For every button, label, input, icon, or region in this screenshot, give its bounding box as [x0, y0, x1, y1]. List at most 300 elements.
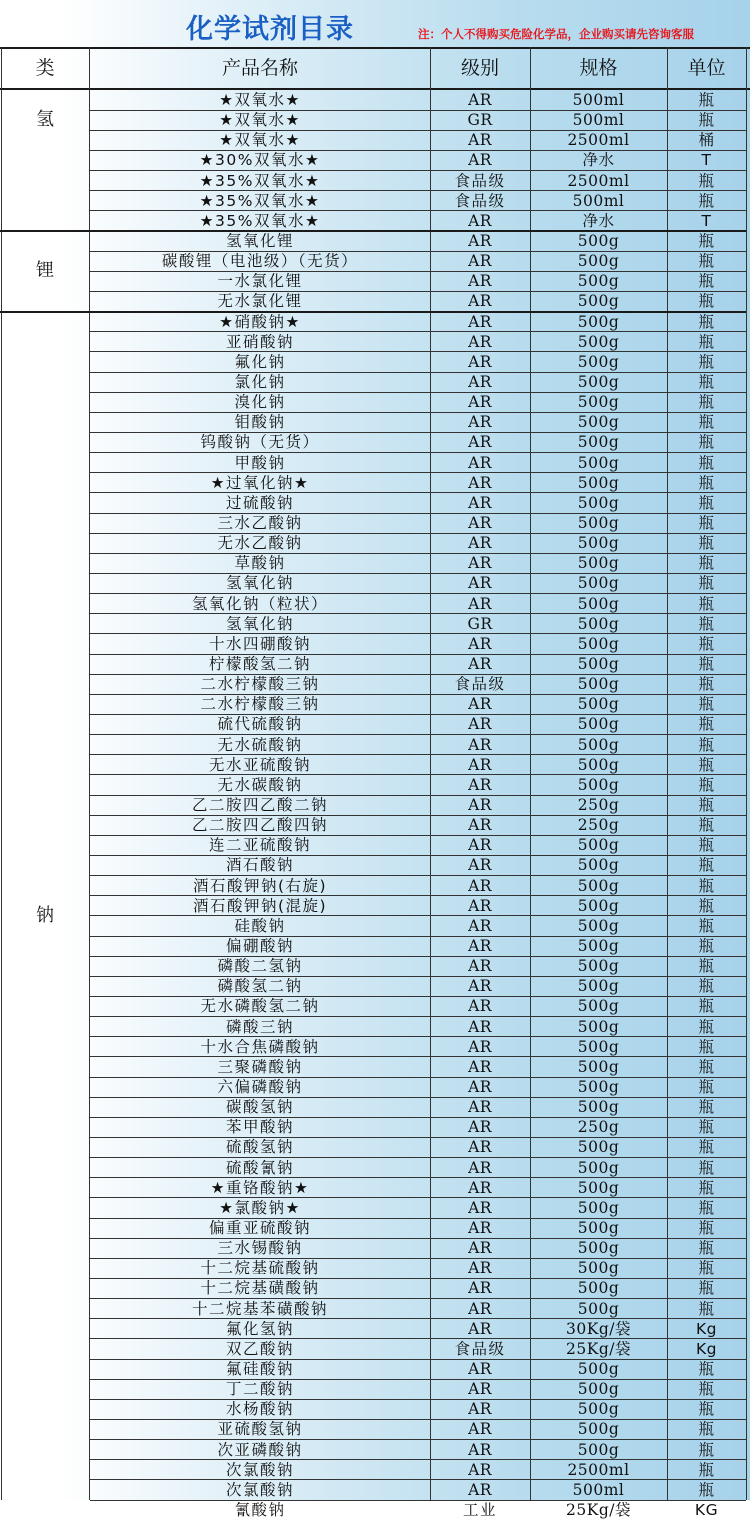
cell-unit: 瓶 — [698, 695, 715, 714]
cell-name: 亚硫酸氢钠 — [217, 1420, 303, 1439]
cell-spec: 500g — [577, 312, 620, 331]
cell-grade: AR — [468, 957, 492, 976]
category-label: 氢 — [36, 109, 54, 130]
cell-spec: 500g — [577, 1239, 620, 1258]
table-row — [0, 1258, 750, 1278]
cell-unit: 瓶 — [698, 937, 715, 955]
cell-unit: 瓶 — [698, 715, 715, 734]
table-row — [0, 936, 750, 956]
cell-unit: 瓶 — [698, 1078, 715, 1096]
cell-grade: AR — [468, 131, 492, 150]
cell-grade: GR — [467, 111, 493, 130]
table-row — [0, 533, 750, 553]
cell-unit: 瓶 — [698, 816, 715, 835]
cell-spec: 250g — [577, 1118, 620, 1137]
cell-name: 磷酸二氢钠 — [217, 957, 303, 976]
table-row — [0, 1339, 750, 1359]
cell-name: 丁二酸钠 — [225, 1380, 294, 1399]
cell-spec: 500g — [577, 876, 620, 895]
table-row — [0, 795, 750, 815]
cell-grade: AR — [468, 312, 492, 331]
cell-unit: 瓶 — [698, 473, 715, 492]
table-row — [0, 815, 750, 835]
cell-name: 氰酸钠 — [234, 1501, 286, 1519]
table-row — [0, 896, 750, 916]
cell-grade: AR — [468, 1098, 492, 1117]
cell-name: 次氯酸钠 — [225, 1480, 294, 1499]
purchase-notice: 注：个人不得购买危险化学品，企业购买请先咨询客服 — [418, 27, 694, 41]
cell-spec: 500g — [577, 373, 620, 391]
cell-grade: AR — [468, 1239, 492, 1258]
cell-spec: 250g — [577, 796, 620, 814]
cell-grade: AR — [468, 1460, 492, 1479]
cell-spec: 500g — [577, 514, 620, 532]
cell-grade: AR — [468, 272, 492, 291]
cell-name: 亚硝酸钠 — [225, 332, 294, 351]
table-row — [0, 1137, 750, 1157]
cell-grade: AR — [468, 1078, 492, 1096]
table-row — [0, 1178, 750, 1198]
table-row — [0, 412, 750, 432]
cell-name: 乙二胺四乙酸二钠 — [191, 796, 328, 814]
cell-name: 三水乙酸钠 — [217, 514, 303, 532]
cell-spec: 500ml — [572, 111, 625, 130]
table-row — [0, 1480, 750, 1500]
cell-spec: 500g — [577, 1380, 620, 1399]
table-row — [0, 855, 750, 875]
cell-spec: 500g — [577, 554, 620, 573]
cell-unit: 瓶 — [698, 634, 715, 653]
cell-spec: 500g — [577, 493, 620, 512]
cell-unit: 瓶 — [698, 1158, 715, 1177]
cell-spec: 500g — [577, 252, 620, 271]
cell-spec: 500g — [577, 1299, 620, 1318]
cell-spec: 250g — [577, 816, 620, 835]
cell-unit: 瓶 — [698, 1259, 715, 1278]
cell-name: 二水柠檬酸三钠 — [200, 695, 320, 714]
table-row — [0, 1460, 750, 1480]
cell-grade: AR — [468, 574, 492, 593]
cell-unit: 瓶 — [698, 977, 715, 996]
cell-grade: AR — [468, 453, 492, 472]
cell-name: 硅酸钠 — [234, 916, 286, 935]
table-row — [0, 634, 750, 654]
table-row — [0, 1278, 750, 1298]
cell-unit: 瓶 — [698, 957, 715, 976]
cell-spec: 500g — [577, 1420, 620, 1439]
cell-name: 二水柠檬酸三钠 — [200, 675, 320, 694]
cell-name: ★双氧水★ — [219, 111, 301, 130]
cell-name: 碳酸锂（电池级）（无货） — [161, 252, 359, 271]
cell-name: 十二烷基苯磺酸钠 — [191, 1299, 328, 1318]
cell-grade: AR — [468, 1219, 492, 1237]
page-title: 化学试剂目录 — [186, 14, 354, 45]
cell-unit: 瓶 — [698, 272, 715, 291]
cell-spec: 500g — [577, 896, 620, 915]
cell-name: 偏硼酸钠 — [225, 937, 294, 955]
cell-unit: 瓶 — [698, 1098, 715, 1117]
cell-unit: 瓶 — [698, 1178, 715, 1197]
cell-name: 溴化钠 — [234, 393, 286, 412]
category-label: 钠 — [36, 904, 54, 926]
table-row — [0, 432, 750, 452]
cell-grade: AR — [468, 413, 492, 432]
cell-grade: AR — [468, 937, 492, 955]
column-header-grade: 级别 — [460, 57, 499, 79]
cell-name: 次氯酸钠 — [225, 1460, 294, 1479]
cell-grade: AR — [468, 876, 492, 895]
cell-name: 无水硫酸钠 — [217, 735, 303, 754]
cell-name: 草酸钠 — [234, 554, 286, 573]
cell-grade: AR — [468, 433, 492, 452]
cell-name: 无水磷酸氢二钠 — [200, 997, 320, 1016]
cell-unit: 瓶 — [698, 252, 715, 271]
cell-grade: AR — [468, 977, 492, 996]
table-row — [0, 150, 750, 170]
table-row — [0, 1077, 750, 1097]
cell-spec: 500g — [577, 1037, 620, 1056]
cell-unit: KG — [694, 1501, 719, 1519]
column-header-spec: 规格 — [579, 57, 618, 79]
cell-name: 钼酸钠 — [234, 413, 286, 432]
cell-unit: 桶 — [698, 131, 715, 150]
cell-spec: 500g — [577, 292, 620, 311]
cell-unit: 瓶 — [698, 735, 715, 754]
cell-unit: Kg — [695, 1339, 717, 1358]
cell-name: 无水亚硫酸钠 — [208, 755, 311, 774]
cell-grade: AR — [468, 916, 492, 935]
table-row — [0, 1158, 750, 1178]
cell-unit: 瓶 — [698, 292, 715, 311]
cell-spec: 500g — [577, 1158, 620, 1177]
cell-grade: 食品级 — [454, 675, 506, 694]
cell-spec: 500g — [577, 916, 620, 935]
cell-grade: AR — [468, 252, 492, 271]
category-divider — [0, 230, 746, 232]
cell-grade: AR — [468, 292, 492, 311]
cell-spec: 500g — [577, 272, 620, 291]
cell-grade: AR — [468, 554, 492, 573]
cell-grade: AR — [468, 1279, 492, 1298]
cell-spec: 500g — [577, 594, 620, 613]
cell-grade: AR — [468, 816, 492, 835]
cell-spec: 500g — [577, 1279, 620, 1298]
cell-unit: 瓶 — [698, 373, 715, 391]
table-row — [0, 1440, 750, 1460]
table-row — [0, 573, 750, 593]
cell-name: 水杨酸钠 — [225, 1400, 294, 1419]
cell-grade: AR — [468, 735, 492, 754]
cell-grade: AR — [468, 393, 492, 412]
cell-grade: AR — [468, 1480, 492, 1499]
column-header-name: 产品名称 — [221, 57, 298, 79]
cell-grade: AR — [468, 715, 492, 734]
cell-name: 钨酸钠（无货） — [200, 433, 320, 452]
cell-name: 氟硅酸钠 — [225, 1360, 294, 1378]
cell-unit: 瓶 — [698, 232, 715, 250]
cell-spec: 500g — [577, 735, 620, 754]
cell-unit: 瓶 — [698, 433, 715, 452]
cell-spec: 500g — [577, 695, 620, 714]
cell-spec: 500g — [577, 937, 620, 955]
cell-name: ★重铬酸钠★ — [210, 1178, 310, 1197]
cell-unit: 瓶 — [698, 655, 715, 673]
cell-name: ★35%双氧水★ — [199, 171, 321, 190]
cell-unit: 瓶 — [698, 453, 715, 472]
cell-spec: 500g — [577, 473, 620, 492]
cell-spec: 500g — [577, 232, 620, 250]
table-row — [0, 1399, 750, 1419]
cell-unit: 瓶 — [698, 1239, 715, 1258]
table-row — [0, 1379, 750, 1399]
table-row — [0, 312, 750, 332]
cell-name: 酒石酸钠 — [225, 856, 294, 875]
cell-name: ★30%双氧水★ — [199, 151, 321, 170]
cell-unit: 瓶 — [698, 755, 715, 774]
cell-name: 氢氧化锂 — [225, 232, 294, 250]
table-row — [0, 251, 750, 271]
cell-spec: 500g — [577, 433, 620, 452]
table-row — [0, 1218, 750, 1238]
table-row — [0, 1057, 750, 1077]
cell-grade: AR — [468, 655, 492, 673]
cell-unit: 瓶 — [698, 1219, 715, 1237]
cell-spec: 500g — [577, 1360, 620, 1378]
table-header — [0, 47, 750, 90]
table-row — [0, 90, 750, 110]
cell-grade: AR — [468, 1178, 492, 1197]
table-row — [0, 352, 750, 372]
cell-unit: 瓶 — [698, 614, 715, 633]
cell-grade: GR — [467, 614, 493, 633]
cell-unit: 瓶 — [698, 997, 715, 1016]
cell-grade: AR — [468, 91, 492, 109]
cell-unit: 瓶 — [698, 1299, 715, 1318]
cell-name: 苯甲酸钠 — [225, 1118, 294, 1137]
table-row — [0, 775, 750, 795]
cell-grade: 食品级 — [454, 1339, 506, 1358]
header — [0, 0, 750, 47]
cell-spec: 500g — [577, 453, 620, 472]
cell-grade: AR — [468, 695, 492, 714]
cell-unit: 瓶 — [698, 836, 715, 855]
table-row — [0, 171, 750, 191]
cell-unit: 瓶 — [698, 1380, 715, 1399]
cell-spec: 500g — [577, 1400, 620, 1419]
cell-unit: 瓶 — [698, 1420, 715, 1439]
cell-name: 磷酸氢二钠 — [217, 977, 303, 996]
cell-unit: 瓶 — [698, 514, 715, 532]
cell-unit: 瓶 — [698, 594, 715, 613]
cell-name: 硫代硫酸钠 — [217, 715, 303, 734]
cell-unit: 瓶 — [698, 1037, 715, 1056]
table-row — [0, 694, 750, 714]
cell-name: 次亚磷酸钠 — [217, 1440, 303, 1459]
cell-spec: 500ml — [572, 91, 625, 109]
cell-grade: AR — [468, 594, 492, 613]
cell-unit: 瓶 — [698, 1017, 715, 1036]
cell-unit: 瓶 — [698, 393, 715, 412]
table-row — [0, 493, 750, 513]
cell-spec: 500g — [577, 655, 620, 673]
table-row — [0, 916, 750, 936]
table-row — [0, 594, 750, 614]
cell-unit: 瓶 — [698, 1279, 715, 1298]
column-header-unit: 单位 — [687, 57, 726, 79]
cell-grade: AR — [468, 1440, 492, 1459]
table-row — [0, 755, 750, 775]
cell-grade: AR — [468, 775, 492, 794]
table-row — [0, 1117, 750, 1137]
cell-grade: AR — [468, 493, 492, 512]
cell-grade: AR — [468, 1259, 492, 1278]
cell-spec: 500g — [577, 1098, 620, 1117]
table-row — [0, 1319, 750, 1339]
table-row — [0, 976, 750, 996]
cell-name: 甲酸钠 — [234, 453, 286, 472]
cell-grade: AR — [468, 836, 492, 855]
cell-spec: 500g — [577, 675, 620, 694]
table-row — [0, 1299, 750, 1319]
cell-grade: AR — [468, 755, 492, 774]
cell-name: ★氯酸钠★ — [219, 1198, 301, 1217]
cell-grade: AR — [468, 796, 492, 814]
table-row — [0, 291, 750, 311]
cell-name: 磷酸三钠 — [225, 1017, 294, 1036]
cell-grade: AR — [468, 1057, 492, 1076]
cell-grade: AR — [468, 211, 492, 230]
cell-grade: AR — [468, 1400, 492, 1419]
cell-grade: AR — [468, 514, 492, 532]
cell-name: 碳酸氢钠 — [225, 1098, 294, 1117]
table-row — [0, 473, 750, 493]
cell-unit: 瓶 — [698, 111, 715, 130]
cell-unit: 瓶 — [698, 493, 715, 512]
cell-unit: 瓶 — [698, 856, 715, 875]
cell-spec: 500g — [577, 755, 620, 774]
cell-grade: AR — [468, 1420, 492, 1439]
cell-grade: 食品级 — [454, 191, 506, 210]
cell-name: 三水锡酸钠 — [217, 1239, 303, 1258]
cell-spec: 500g — [577, 413, 620, 432]
cell-spec: 500g — [577, 1178, 620, 1197]
table-row — [0, 1037, 750, 1057]
column-header-category: 类 — [35, 57, 55, 79]
cell-spec: 净水 — [582, 211, 615, 230]
cell-grade: AR — [468, 1037, 492, 1056]
cell-name: 三聚磷酸钠 — [217, 1057, 303, 1076]
cell-spec: 500g — [577, 574, 620, 593]
cell-unit: 瓶 — [698, 1460, 715, 1479]
cell-spec: 500g — [577, 715, 620, 734]
cell-spec: 500ml — [572, 1480, 625, 1499]
cell-name: 偏重亚硫酸钠 — [208, 1219, 311, 1237]
cell-name: 十水合焦磷酸钠 — [200, 1037, 320, 1056]
cell-grade: AR — [468, 1299, 492, 1318]
cell-spec: 500g — [577, 352, 620, 371]
cell-unit: 瓶 — [698, 916, 715, 935]
cell-spec: 30Kg/袋 — [566, 1319, 631, 1338]
table-row — [0, 1359, 750, 1379]
cell-unit: 瓶 — [698, 896, 715, 915]
cell-name: 氢氧化钠 — [225, 574, 294, 593]
table-row — [0, 191, 750, 211]
cell-name: 无水乙酸钠 — [217, 534, 303, 553]
table-row — [0, 271, 750, 291]
cell-name: 氟化氢钠 — [225, 1319, 294, 1338]
table-row — [0, 1419, 750, 1439]
cell-name: 连二亚硫酸钠 — [208, 836, 311, 855]
cell-grade: AR — [468, 997, 492, 1016]
cell-unit: T — [701, 151, 712, 170]
cell-unit: 瓶 — [698, 413, 715, 432]
table-row — [0, 1198, 750, 1218]
cell-spec: 2500ml — [567, 171, 630, 190]
cell-name: 氢氧化钠（粒状） — [191, 594, 328, 613]
cell-name: 氯化钠 — [234, 373, 286, 391]
table-row — [0, 835, 750, 855]
cell-unit: 瓶 — [698, 1480, 715, 1499]
cell-name: 十二烷基磺酸钠 — [200, 1279, 320, 1298]
cell-spec: 500ml — [572, 191, 625, 210]
cell-grade: AR — [468, 1198, 492, 1217]
cell-name: 六偏磷酸钠 — [217, 1078, 303, 1096]
cell-spec: 500g — [577, 997, 620, 1016]
table-row — [0, 553, 750, 573]
cell-grade: 食品级 — [454, 171, 506, 190]
cell-grade: AR — [468, 473, 492, 492]
cell-name: ★35%双氧水★ — [199, 191, 321, 210]
cell-grade: AR — [468, 1017, 492, 1036]
table-row — [0, 453, 750, 473]
cell-name: 氟化钠 — [234, 352, 286, 371]
cell-spec: 500g — [577, 634, 620, 653]
cell-unit: 瓶 — [698, 91, 715, 109]
cell-spec: 500g — [577, 393, 620, 412]
cell-spec: 500g — [577, 1219, 620, 1237]
cell-name: 双乙酸钠 — [225, 1339, 294, 1358]
cell-grade: AR — [468, 1158, 492, 1177]
cell-spec: 500g — [577, 1440, 620, 1459]
cell-grade: AR — [468, 1138, 492, 1157]
cell-unit: 瓶 — [698, 171, 715, 190]
cell-spec: 500g — [577, 1259, 620, 1278]
table-row — [0, 996, 750, 1016]
cell-unit: Kg — [695, 1319, 717, 1338]
cell-spec: 500g — [577, 977, 620, 996]
cell-spec: 500g — [577, 836, 620, 855]
cell-spec: 净水 — [582, 151, 615, 170]
table-row — [0, 211, 750, 231]
cell-unit: 瓶 — [698, 675, 715, 694]
cell-name: ★过氧化钠★ — [210, 473, 310, 492]
cell-spec: 25Kg/袋 — [566, 1501, 631, 1519]
cell-grade: AR — [468, 534, 492, 553]
cell-name: 无水氯化锂 — [217, 292, 303, 311]
cell-grade: AR — [468, 352, 492, 371]
cell-unit: 瓶 — [698, 534, 715, 553]
cell-grade: AR — [468, 1319, 492, 1338]
cell-name: 柠檬酸氢二钠 — [208, 655, 311, 673]
cell-name: 硫酸氰钠 — [225, 1158, 294, 1177]
cell-spec: 500g — [577, 1078, 620, 1096]
cell-grade: AR — [468, 856, 492, 875]
cell-spec: 500g — [577, 856, 620, 875]
cell-name: 乙二胺四乙酸四钠 — [191, 816, 328, 835]
table-row — [0, 714, 750, 734]
cell-name: ★硝酸钠★ — [219, 312, 301, 331]
cell-unit: 瓶 — [698, 1400, 715, 1419]
